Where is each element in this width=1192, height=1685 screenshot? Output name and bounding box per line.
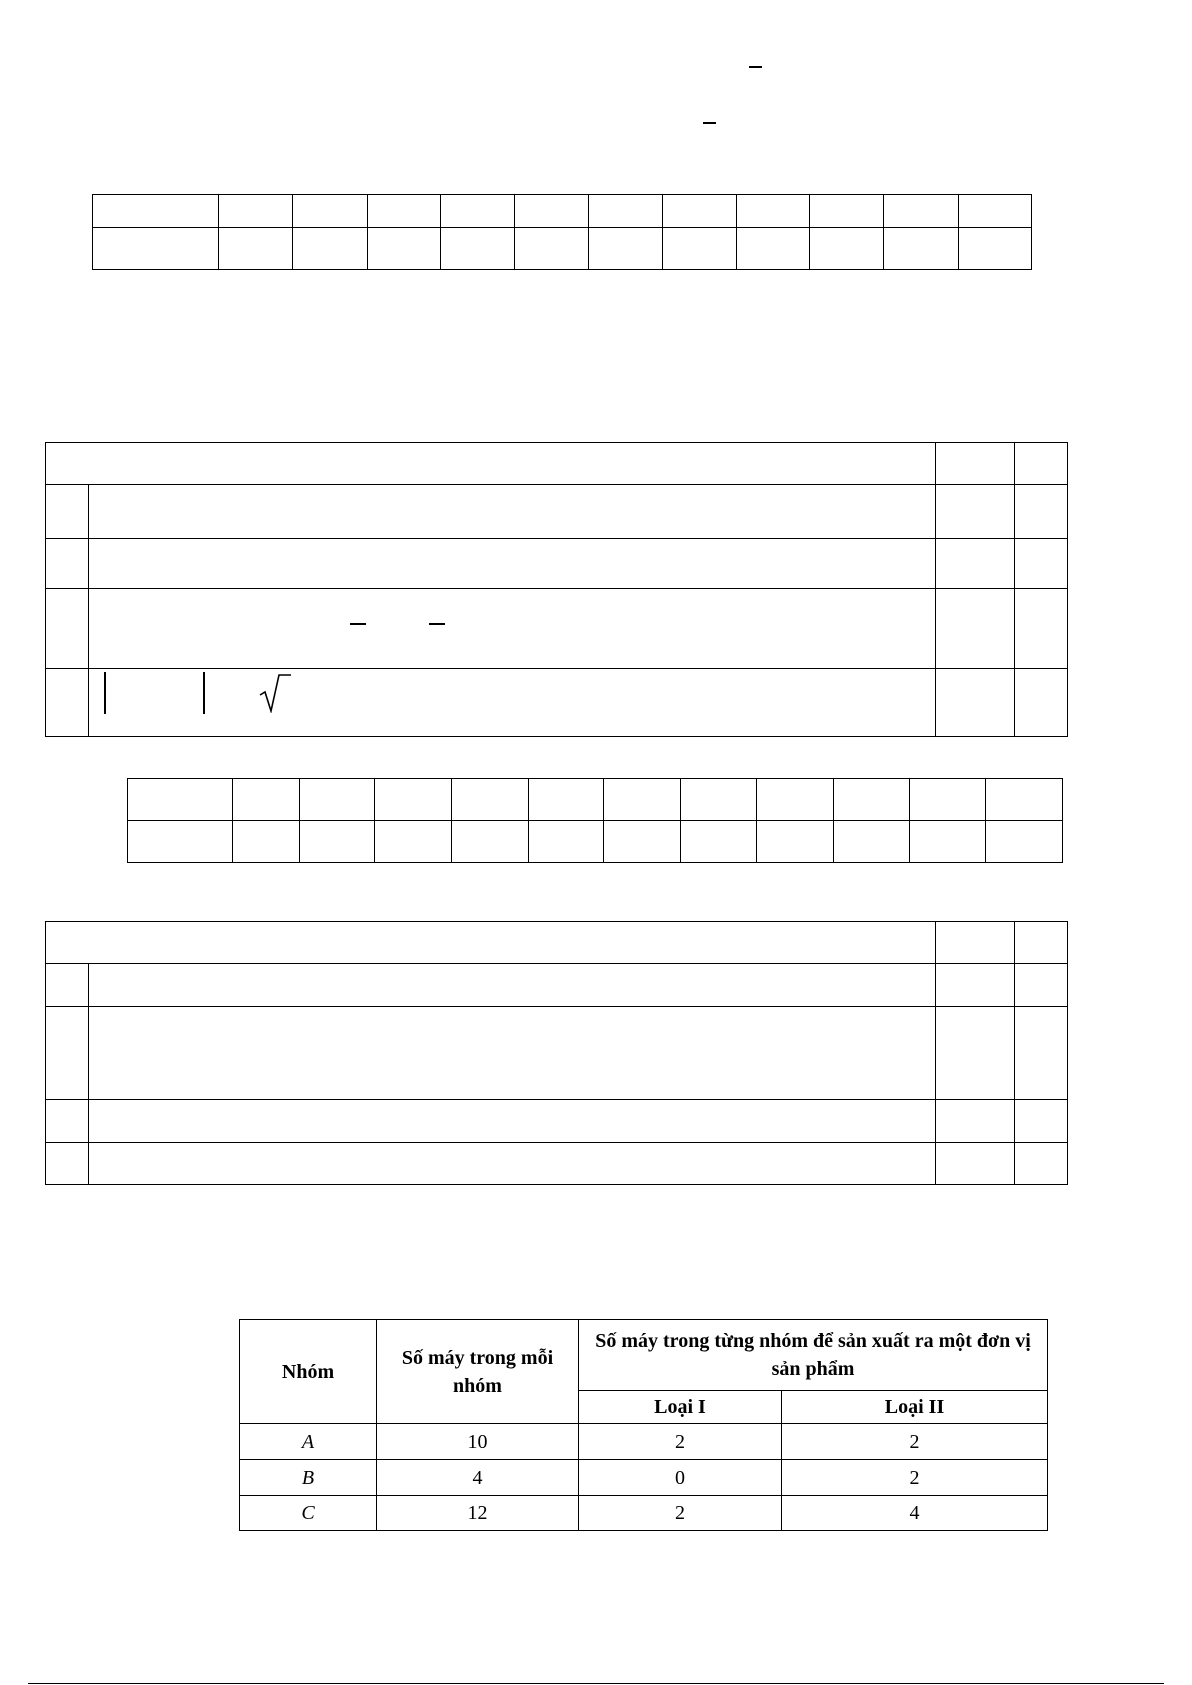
machine-group-table <box>239 1319 1048 1531</box>
overbar-mark <box>749 66 762 68</box>
grid-cell <box>810 195 884 228</box>
false-column-header <box>1015 922 1068 964</box>
grid-cell <box>440 228 514 270</box>
grid-cell <box>375 821 452 863</box>
type-1-cell: 2 <box>579 1496 782 1531</box>
grid-cell <box>589 228 662 270</box>
grid-cell <box>218 195 292 228</box>
overbar-mark <box>429 623 445 625</box>
table-row <box>240 1460 1048 1496</box>
statement-cell <box>89 485 936 539</box>
overbar-mark <box>350 623 366 625</box>
true-cell <box>936 669 1015 737</box>
group-header: Nhóm <box>240 1320 377 1424</box>
statement-cell <box>89 1007 936 1100</box>
grid-cell <box>604 821 681 863</box>
absolute-value-bar <box>203 672 205 714</box>
grid-cell <box>367 228 440 270</box>
footer-divider <box>28 1683 1164 1684</box>
group-cell: B <box>240 1460 377 1496</box>
grid-cell <box>515 228 589 270</box>
answer-grid-1 <box>92 194 1032 270</box>
false-cell <box>1015 485 1068 539</box>
absolute-value-bar <box>104 672 106 714</box>
grid-cell <box>604 779 681 821</box>
grid-cell <box>299 779 375 821</box>
table-row <box>240 1424 1048 1460</box>
machines-per-unit-header: Số máy trong từng nhóm để sản xuất ra một đơn vị sản phẩm <box>579 1320 1048 1391</box>
row-label-cell <box>46 669 89 737</box>
true-cell <box>936 485 1015 539</box>
true-cell <box>936 539 1015 589</box>
statement-cell <box>89 1100 936 1143</box>
grid-cell <box>367 195 440 228</box>
type-1-header: Loại I <box>579 1391 782 1424</box>
grid-cell <box>884 228 958 270</box>
grid-cell <box>528 779 604 821</box>
count-cell: 10 <box>377 1424 579 1460</box>
grid-cell <box>218 228 292 270</box>
grid-cell <box>958 195 1031 228</box>
statement-cell <box>89 964 936 1007</box>
grid-cell <box>736 195 809 228</box>
count-cell: 4 <box>377 1460 579 1496</box>
group-cell: C <box>240 1496 377 1531</box>
grid-cell <box>909 779 986 821</box>
false-cell <box>1015 1100 1068 1143</box>
grid-cell <box>834 821 910 863</box>
grid-cell <box>986 821 1063 863</box>
count-cell: 12 <box>377 1496 579 1531</box>
true-cell <box>936 589 1015 669</box>
false-column-header <box>1015 443 1068 485</box>
false-cell <box>1015 669 1068 737</box>
square-root-sign <box>258 673 292 713</box>
grid-cell <box>128 821 233 863</box>
false-cell <box>1015 1143 1068 1185</box>
grid-cell <box>93 195 219 228</box>
grid-cell <box>375 779 452 821</box>
grid-cell <box>293 228 367 270</box>
false-cell <box>1015 1007 1068 1100</box>
row-label-cell <box>46 1143 89 1185</box>
grid-cell <box>451 821 528 863</box>
type-2-cell: 2 <box>782 1424 1048 1460</box>
statement-cell <box>89 589 936 669</box>
grid-cell <box>528 821 604 863</box>
type-1-cell: 2 <box>579 1424 782 1460</box>
statement-table-1 <box>45 442 1068 737</box>
grid-cell <box>515 195 589 228</box>
row-label-cell <box>46 539 89 589</box>
grid-cell <box>93 228 219 270</box>
grid-cell <box>662 195 736 228</box>
grid-cell <box>834 779 910 821</box>
false-cell <box>1015 964 1068 1007</box>
statement-table-2 <box>45 921 1068 1185</box>
grid-cell <box>986 779 1063 821</box>
type-2-cell: 4 <box>782 1496 1048 1531</box>
true-cell <box>936 1143 1015 1185</box>
grid-cell <box>232 821 299 863</box>
row-label-cell <box>46 485 89 539</box>
grid-cell <box>440 195 514 228</box>
grid-cell <box>662 228 736 270</box>
overbar-mark <box>703 122 716 124</box>
row-label-cell <box>46 1007 89 1100</box>
statement-cell <box>89 539 936 589</box>
grid-cell <box>810 228 884 270</box>
type-1-cell: 0 <box>579 1460 782 1496</box>
statement-cell <box>89 669 936 737</box>
row-label-cell <box>46 589 89 669</box>
grid-cell <box>299 821 375 863</box>
grid-cell <box>451 779 528 821</box>
table-row <box>240 1496 1048 1531</box>
statement-cell <box>89 1143 936 1185</box>
row-label-cell <box>46 1100 89 1143</box>
grid-cell <box>736 228 809 270</box>
grid-cell <box>680 779 757 821</box>
grid-cell <box>589 195 662 228</box>
grid-cell <box>958 228 1031 270</box>
true-column-header <box>936 922 1015 964</box>
grid-cell <box>909 821 986 863</box>
table-header-cell <box>46 443 936 485</box>
grid-cell <box>757 821 834 863</box>
grid-cell <box>128 779 233 821</box>
table-header-cell <box>46 922 936 964</box>
answer-grid-2 <box>127 778 1063 863</box>
type-2-cell: 2 <box>782 1460 1048 1496</box>
grid-cell <box>757 779 834 821</box>
grid-cell <box>884 195 958 228</box>
true-cell <box>936 1007 1015 1100</box>
false-cell <box>1015 539 1068 589</box>
grid-cell <box>680 821 757 863</box>
row-label-cell <box>46 964 89 1007</box>
true-cell <box>936 1100 1015 1143</box>
machines-per-group-header: Số máy trong mỗi nhóm <box>377 1320 579 1424</box>
grid-cell <box>293 195 367 228</box>
true-column-header <box>936 443 1015 485</box>
true-cell <box>936 964 1015 1007</box>
type-2-header: Loại II <box>782 1391 1048 1424</box>
group-cell: A <box>240 1424 377 1460</box>
false-cell <box>1015 589 1068 669</box>
grid-cell <box>232 779 299 821</box>
